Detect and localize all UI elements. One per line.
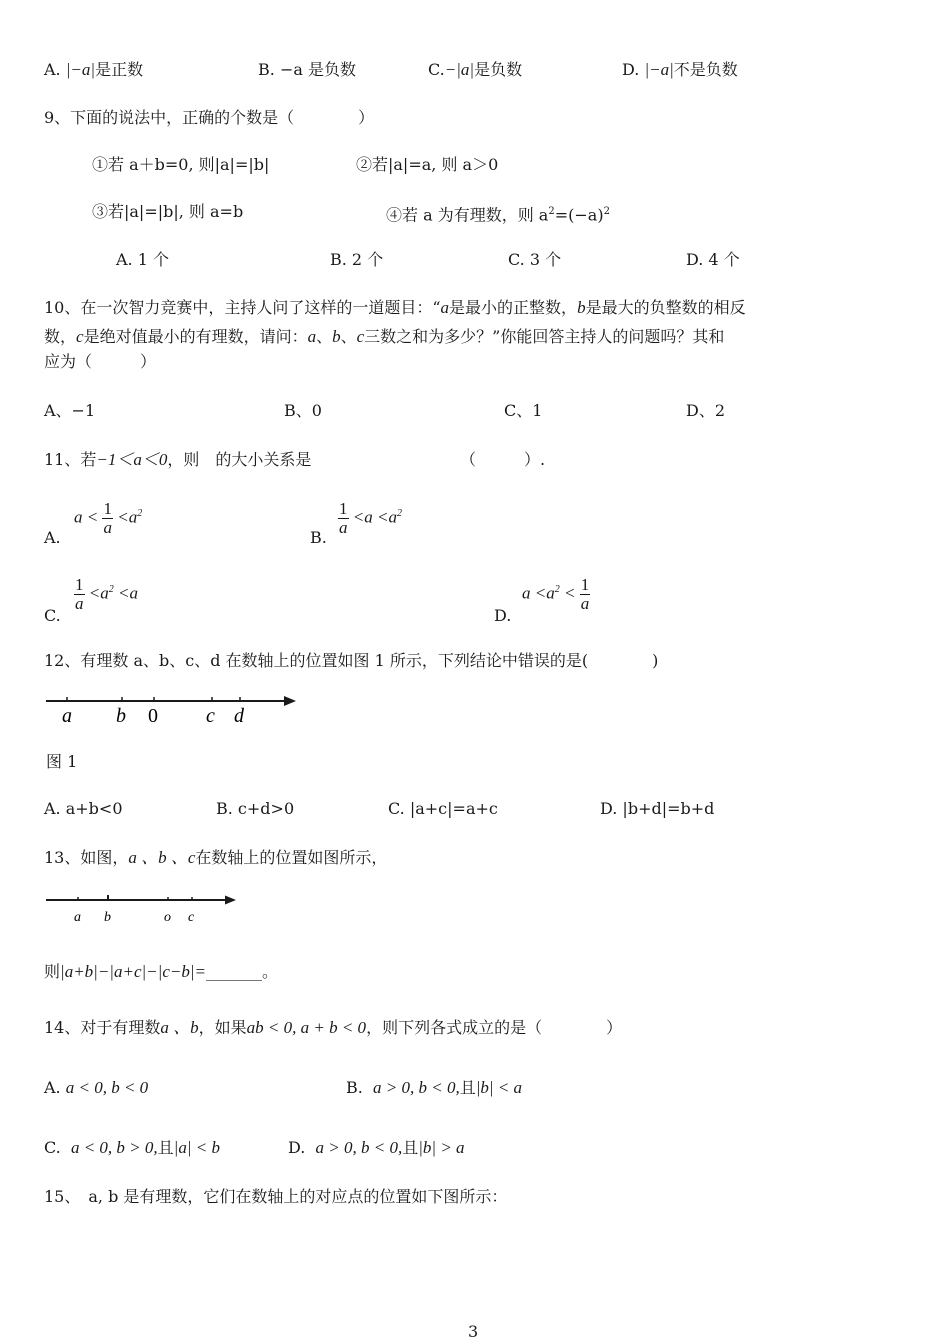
q12-label-b: b [116,705,126,727]
q15-stem: 15、 a, b 是有理数，它们在数轴上的对应点的位置如下图所示： [44,1187,508,1206]
q9-statement-2: ②若|a|=a, 则 a＞0 [356,155,499,174]
q12-option-b: B. c+d>0 [216,799,295,818]
q10-option-b: B、0 [284,401,322,420]
q12-option-d: D. |b+d|=b+d [600,799,715,818]
q13-answer-blank: _______ [205,962,262,981]
q8-option-a: A. |−a|是正数 [44,60,144,79]
q13-axis-arrow [225,896,236,905]
q14-option-a: A. a < 0, b < 0 [44,1078,149,1097]
q11-option-c-letter: C. [44,606,61,625]
page-number: 3 [468,1322,479,1341]
q9-statement-4: ④若 a 为有理数，则 $a^2=(-a)^2$ [386,205,610,225]
q9-stem: 9、下面的说法中，正确的个数是（ ） [44,108,375,127]
q12-label-a: a [62,705,72,727]
q14-option-d: D. a > 0, b < 0,且|b| > a [288,1138,465,1157]
q12-axis-arrow [284,696,296,706]
q9-option-c: C. 3 个 [508,250,562,269]
q8-option-d: D. |−a|不是负数 [622,60,738,79]
q13-label-c: c [188,910,195,925]
q13-stem: 13、如图，a 、b 、c在数轴上的位置如图所示， [44,848,388,867]
q13-number-line [40,888,250,928]
q14-condition: ab < 0, a + b < 0 [246,1018,367,1037]
q12-label-d: d [234,705,244,727]
q14-option-b: B. a > 0, b < 0,且|b| < a [346,1078,523,1097]
q13-answer-line: 则|a+b|−|a+c|−|c−b|=_______。 [44,962,278,981]
q11-option-c-expr: $\frac{1}{a}$ $<a^2 <a$ [75,575,138,613]
q10-line-1: 10、在一次智力竞赛中，主持人问了这样的一道题目：“a是最小的正整数，b是最大的负整数的相反 [44,298,746,317]
q11-stem: 11、若−1＜a＜0，则 的大小关系是 [44,450,312,469]
q10-option-d: D、2 [686,401,726,420]
q11-option-d-expr: $a <a^2$ < $\frac{1}{a}$ [522,575,590,613]
q14-option-c: C. a < 0, b > 0,且|a| < b [44,1138,220,1157]
q13-label-o: o [164,910,171,925]
q13-expression: |a+b|−|a+c|−|c−b|= [60,962,206,981]
q10-option-a: A、−1 [44,401,96,420]
q10-line-2: 数，c是绝对值最小的有理数，请问：a、b、c三数之和为多少？”你能回答主持人的问题吗？其和 [44,327,725,346]
q12-label-0: 0 [148,705,158,727]
q9-statement-3: ③若|a|=|b|, 则 a=b [92,202,244,221]
q8-option-b: B. −a 是负数 [258,60,356,79]
q11-option-a-letter: A. [44,528,61,547]
q11-option-d-letter: D. [494,606,512,625]
q13-label-b: b [104,910,111,925]
q9-option-d: D. 4 个 [686,250,740,269]
q9-option-a: A. 1 个 [116,250,169,269]
q10-option-c: C、1 [504,401,543,420]
q9-statement-1: ①若 a＋b=0, 则|a|=|b| [92,155,270,174]
q12-label-c: c [206,705,215,727]
q12-figure-caption: 图 1 [46,752,78,771]
q14-stem: 14、对于有理数a 、b，如果ab < 0, a + b < 0，则下列各式成立的是（ ） [44,1018,623,1037]
q11-option-b-expr: $\frac{1}{a}$ $<a <a^2$ [339,499,402,537]
q11-condition: −1＜a＜0 [96,450,168,469]
q10-line-3: 应为（ ） [44,352,157,371]
q12-stem: 12、有理数 a、b、c、d 在数轴上的位置如图 1 所示，下列结论中错误的是( ) [44,651,659,670]
q12-option-a: A. a+b<0 [44,799,123,818]
q8-option-c: C.−|a|是负数 [428,60,523,79]
q12-number-line [40,688,310,730]
q8-option-a-expr: |−a| [65,60,96,79]
q11-paren: （ ）. [460,450,546,469]
q12-option-c: C. |a+c|=a+c [388,799,498,818]
q11-option-a-expr: a < $\frac{1}{a}$ $<a^2$ [74,499,143,537]
q11-option-b-letter: B. [310,528,327,547]
q13-label-a: a [74,910,81,925]
q9-option-b: B. 2 个 [330,250,384,269]
